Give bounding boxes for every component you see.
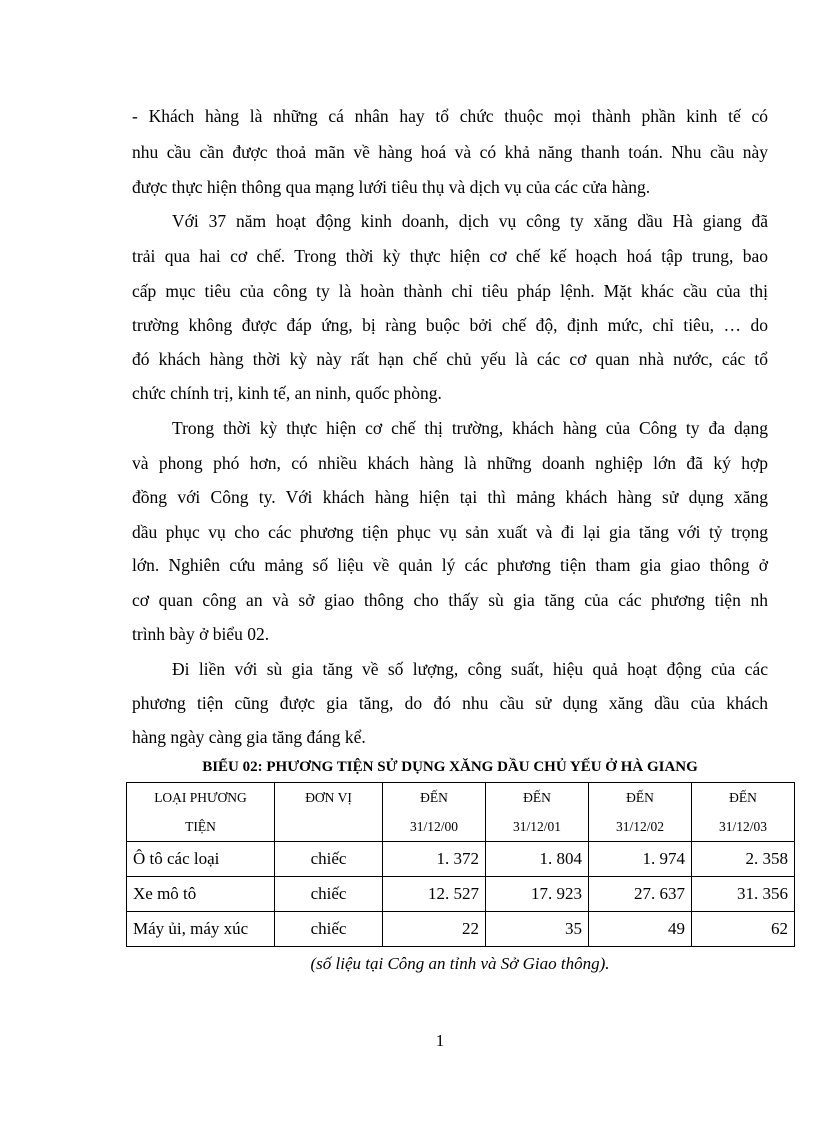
header-text: 31/12/01 — [512, 819, 561, 834]
table-row — [127, 912, 795, 947]
value-cell: 12. 527 — [383, 877, 486, 912]
text-line: cơ quan công an và sở giao thông cho thấy sù gia tăng của các phương tiện nh — [132, 590, 768, 610]
vehicle-name-cell: Ô tô các loại — [127, 842, 275, 877]
table-header-row — [127, 783, 795, 842]
table-source-note: (số liệu tại Công an tỉnh và Sở Giao thông). — [310, 954, 610, 973]
unit-cell: chiếc — [275, 877, 383, 912]
value-cell: 1. 372 — [383, 842, 486, 877]
value-cell: 31. 356 — [692, 877, 795, 912]
text-line: đồng với Công ty. Với khách hàng hiện tại thì mảng khách hàng sử dụng xăng — [132, 487, 768, 507]
text-line: cấp mục tiêu của công ty là hoàn thành chỉ tiêu pháp lệnh. Mặt khác cầu của thị — [132, 281, 768, 301]
text-line: phương tiện cũng được gia tăng, do đó nhu cầu sử dụng xăng dầu của khách — [132, 693, 768, 713]
header-text: LOẠI PHƯƠNG — [154, 790, 247, 805]
header-year — [383, 783, 486, 842]
text-line: và phong phó hơn, có nhiều khách hàng là những doanh nghiệp lớn đã ký hợp — [132, 453, 768, 473]
vehicles-table — [126, 782, 795, 947]
text-line: - Khách hàng là những cá nhân hay tổ chức thuộc mọi thành phần kinh tế có — [132, 106, 768, 126]
header-text: ĐẾN — [729, 790, 757, 805]
unit-cell: chiếc — [275, 842, 383, 877]
header-text: ĐẾN — [523, 790, 551, 805]
text-line: lớn. Nghiên cứu mảng số liệu về quản lý các phương tiện tham gia giao thông ở — [132, 555, 768, 575]
header-year — [589, 783, 692, 842]
value-cell: 1. 804 — [486, 842, 589, 877]
table-title: BIỂU 02: PHƯƠNG TIỆN SỬ DỤNG XĂNG DẦU CHỦ YẾU Ở HÀ GIANG — [202, 759, 698, 775]
header-year — [486, 783, 589, 842]
header-unit — [275, 783, 383, 842]
vehicle-name-cell: Xe mô tô — [127, 877, 275, 912]
header-text: ĐẾN — [626, 790, 654, 805]
header-text: ĐẾN — [420, 790, 448, 805]
text-line: được thực hiện thông qua mạng lưới tiêu thụ và dịch vụ của các cửa hàng. — [132, 177, 651, 197]
text-line: Với 37 năm hoạt động kinh doanh, dịch vụ công ty xăng dầu Hà giang đã — [172, 211, 768, 231]
page-number: 1 — [435, 1031, 445, 1050]
text-line: nhu cầu cần được thoả mãn về hàng hoá và có khả năng thanh toán. Nhu cầu này — [132, 142, 768, 162]
vehicle-name-cell: Máy ủi, máy xúc — [127, 912, 275, 947]
text-line: trải qua hai cơ chế. Trong thời kỳ thực hiện cơ chế kế hoạch hoá tập trung, bao — [132, 246, 768, 266]
header-text: 31/12/03 — [718, 819, 767, 834]
table-row — [127, 877, 795, 912]
value-cell: 35 — [486, 912, 589, 947]
text-line: Đi liền với sù gia tăng về số lượng, công suất, hiệu quả hoạt động của các — [172, 659, 768, 679]
text-line: dầu phục vụ cho các phương tiện phục vụ sản xuất và đi lại gia tăng với tỷ trọng — [132, 522, 768, 542]
value-cell: 22 — [383, 912, 486, 947]
text-line: hàng ngày càng gia tăng đáng kể. — [132, 727, 366, 747]
header-vehicle-type — [127, 783, 275, 842]
header-text: ĐƠN VỊ — [305, 790, 352, 805]
text-line: chức chính trị, kinh tế, an ninh, quốc phòng. — [132, 383, 442, 403]
value-cell: 2. 358 — [692, 842, 795, 877]
value-cell: 27. 637 — [589, 877, 692, 912]
value-cell: 17. 923 — [486, 877, 589, 912]
text-line: trình bày ở biểu 02. — [132, 624, 270, 644]
text-line: trường không được đáp ứng, bị ràng buộc bởi chế độ, định mức, chỉ tiêu, … do — [132, 315, 768, 335]
header-text: 31/12/00 — [409, 819, 458, 834]
text-line: đó khách hàng thời kỳ này rất hạn chế chủ yếu là các cơ quan nhà nước, các tổ — [132, 349, 768, 369]
text-line: Trong thời kỳ thực hiện cơ chế thị trường, khách hàng của Công ty đa dạng — [172, 418, 768, 438]
value-cell: 1. 974 — [589, 842, 692, 877]
table-row — [127, 842, 795, 877]
value-cell: 49 — [589, 912, 692, 947]
header-text: 31/12/02 — [615, 819, 664, 834]
value-cell: 62 — [692, 912, 795, 947]
unit-cell: chiếc — [275, 912, 383, 947]
header-year — [692, 783, 795, 842]
header-text: TIỆN — [185, 819, 216, 834]
